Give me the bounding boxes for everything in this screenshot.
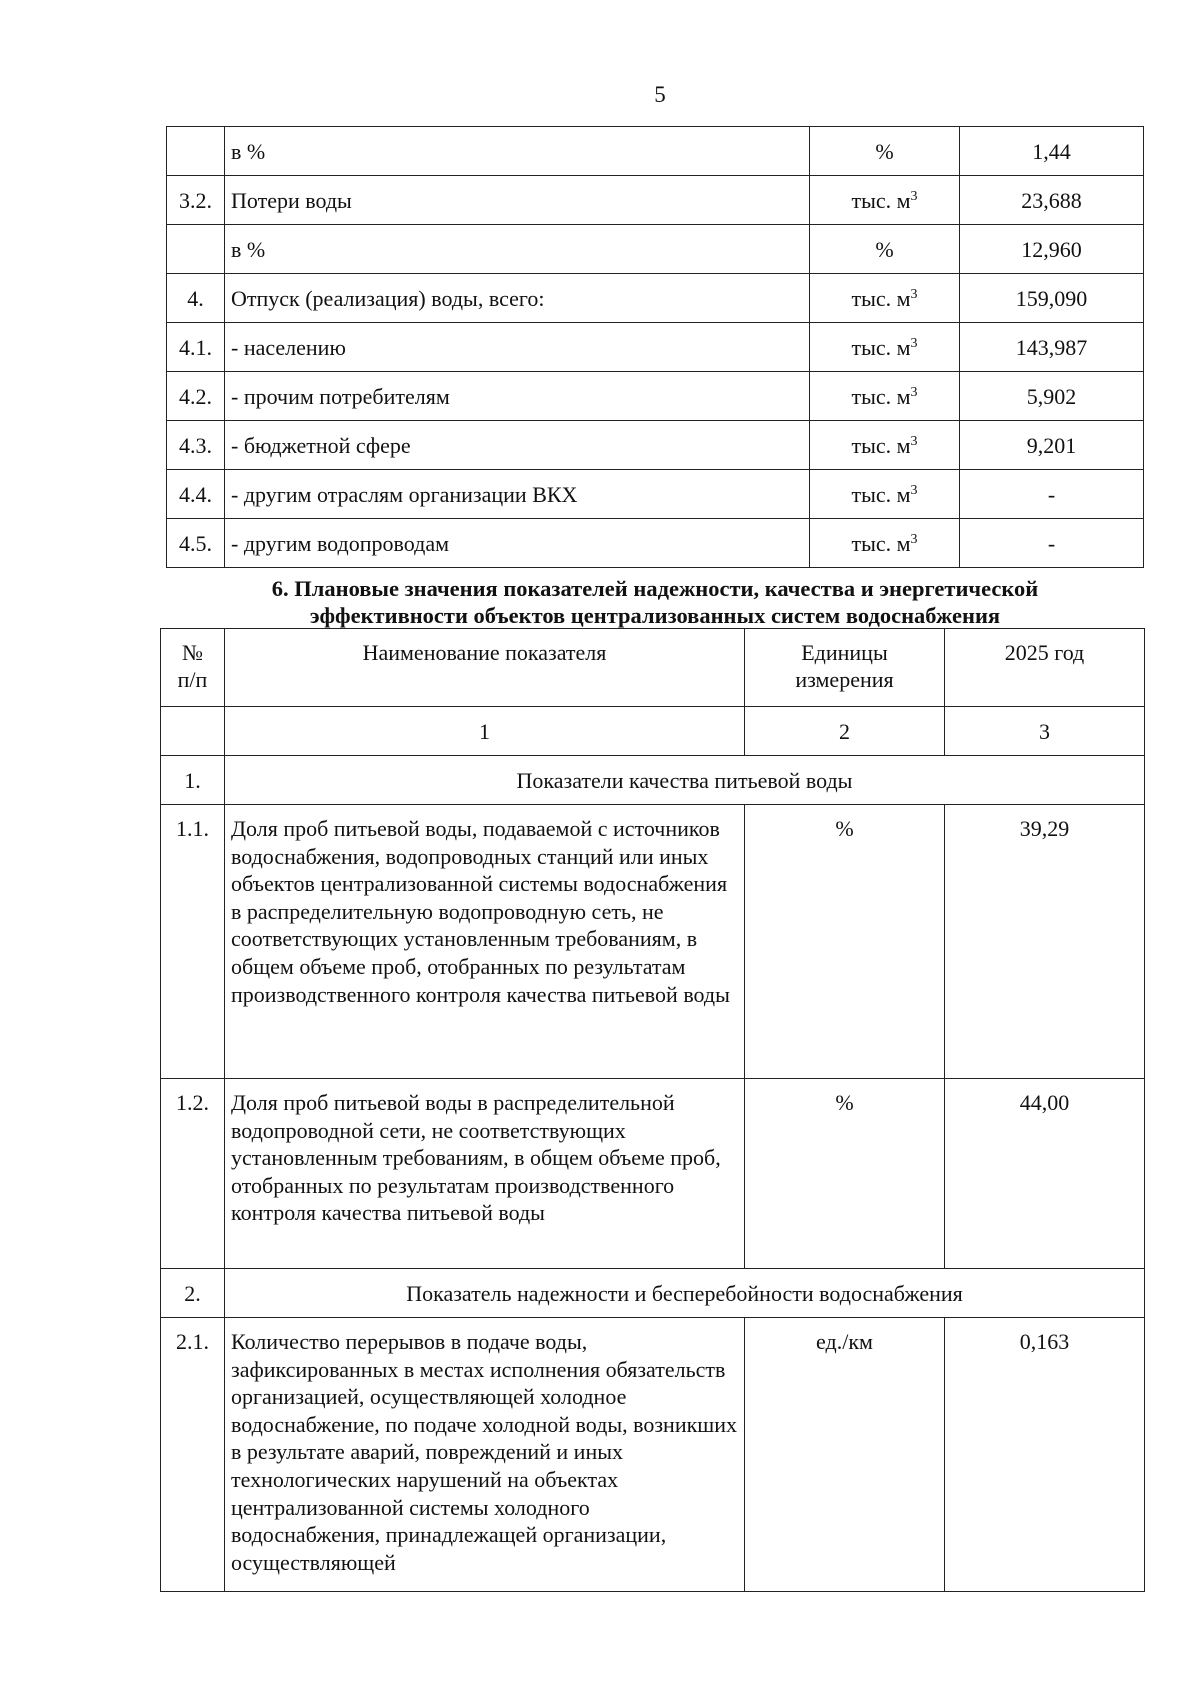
row-2-1-text: Количество перерывов в подаче воды, зафиксированных в местах исполнения обязательств организацией, осуществляющей холодное водоснабжение, по подаче холодной воды, возникших в результате аварий, повреждений и иных технологических нарушений на объектах централизованной системы холодного водоснабжения, принадлежащей организации, осуществляющей — [225, 1318, 745, 1592]
table-row-1-2 — [161, 1079, 1145, 1269]
row-unit — [810, 323, 960, 372]
row-unit-text: тыс. м — [851, 187, 911, 213]
water-balance-table — [166, 126, 1144, 568]
row-name: - другим водопроводам — [225, 519, 810, 568]
table-row-1-1 — [161, 805, 1145, 1079]
row-unit — [810, 127, 960, 176]
col-number-1: 1 — [225, 707, 745, 756]
row-unit-superscript: 3 — [910, 384, 918, 400]
row-unit-superscript: 3 — [910, 286, 918, 302]
row-unit-text: тыс. м — [851, 334, 911, 360]
page-number: 5 — [654, 82, 666, 107]
row-1-2-text: Доля проб питьевой воды в распределительной водопроводной сети, не соответствующих установленным требованиям, в общем объеме проб, отобранных по результатам производственного контроля качества питьевой воды — [225, 1079, 745, 1269]
header-unit-line2: измерения — [795, 667, 894, 692]
section-6-heading-line1: 6. Плановые значения показателей надежности, качества и энергетической — [271, 576, 1039, 601]
row-value: 5,902 — [960, 372, 1144, 421]
row-1-1-value: 39,29 — [945, 805, 1145, 1079]
header-name: Наименование показателя — [225, 629, 745, 707]
row-name: - населению — [225, 323, 810, 372]
row-unit — [810, 519, 960, 568]
header-unit-line1: Единицы — [801, 640, 888, 665]
row-unit-text: тыс. м — [851, 285, 911, 311]
row-unit — [810, 225, 960, 274]
row-num: 4.2. — [167, 372, 225, 421]
row-value: 9,201 — [960, 421, 1144, 470]
row-unit-text: % — [875, 236, 894, 262]
row-unit-text: % — [875, 138, 894, 164]
table-row — [167, 421, 1144, 470]
row-unit-superscript: 3 — [910, 433, 918, 449]
row-value: 1,44 — [960, 127, 1144, 176]
header-num-line2: п/п — [177, 667, 208, 692]
row-name: Отпуск (реализация) воды, всего: — [225, 274, 810, 323]
row-unit-superscript: 3 — [910, 531, 918, 547]
row-unit — [810, 421, 960, 470]
row-unit-text: тыс. м — [851, 432, 911, 458]
row-unit-superscript: 3 — [910, 188, 918, 204]
row-1-2-value: 44,00 — [945, 1079, 1145, 1269]
group-1-title: Показатели качества питьевой воды — [225, 756, 1145, 805]
row-num: 3.2. — [167, 176, 225, 225]
header-num — [161, 629, 225, 707]
table-row-2-1 — [161, 1318, 1145, 1592]
row-num: 4.1. — [167, 323, 225, 372]
row-value: 143,987 — [960, 323, 1144, 372]
row-unit — [810, 176, 960, 225]
row-2-1-unit: ед./км — [745, 1318, 945, 1592]
section-6-heading — [160, 575, 1150, 629]
row-1-2-unit: % — [745, 1079, 945, 1269]
row-num: 4.5. — [167, 519, 225, 568]
group-2-title: Показатель надежности и бесперебойности водоснабжения — [225, 1269, 1145, 1318]
table-row — [167, 274, 1144, 323]
row-name: в % — [225, 225, 810, 274]
row-unit — [810, 372, 960, 421]
row-1-1-text: Доля проб питьевой воды, подаваемой с источников водоснабжения, водопроводных станций или иных объектов централизованной системы водоснабжения в распределительную водопроводную сеть, не соответствующих установленным требованиям, в общем объеме проб, отобранных по результатам производственного контроля качества питьевой воды — [225, 805, 745, 1079]
col-number-2: 2 — [745, 707, 945, 756]
row-1-1-num: 1.1. — [161, 805, 225, 1079]
group-row-2 — [161, 1269, 1145, 1318]
row-2-1-num: 2.1. — [161, 1318, 225, 1592]
row-name: - прочим потребителям — [225, 372, 810, 421]
col-number-empty — [161, 707, 225, 756]
row-2-1-value: 0,163 — [945, 1318, 1145, 1592]
table-row — [167, 323, 1144, 372]
row-num: 4.4. — [167, 470, 225, 519]
row-name: - другим отраслям организации ВКХ — [225, 470, 810, 519]
row-unit-text: тыс. м — [851, 383, 911, 409]
row-unit-superscript: 3 — [910, 335, 918, 351]
row-name: в % — [225, 127, 810, 176]
row-unit-text: тыс. м — [851, 530, 911, 556]
table-header-row — [161, 629, 1145, 707]
row-unit — [810, 274, 960, 323]
col-number-3: 3 — [945, 707, 1145, 756]
row-num: 4.3. — [167, 421, 225, 470]
group-1-num: 1. — [161, 756, 225, 805]
row-value: 159,090 — [960, 274, 1144, 323]
column-numbers-row — [161, 707, 1145, 756]
row-value: - — [960, 519, 1144, 568]
section-6-heading-line2: эффективности объектов централизованных систем водоснабжения — [309, 603, 1001, 628]
row-unit — [810, 470, 960, 519]
table-row — [167, 225, 1144, 274]
row-1-2-num: 1.2. — [161, 1079, 225, 1269]
row-unit-superscript: 3 — [910, 482, 918, 498]
table-row — [167, 127, 1144, 176]
indicators-table — [160, 628, 1145, 1592]
header-year: 2025 год — [945, 629, 1145, 707]
row-name: - бюджетной сфере — [225, 421, 810, 470]
row-name: Потери воды — [225, 176, 810, 225]
table-row — [167, 470, 1144, 519]
header-unit — [745, 629, 945, 707]
row-num — [167, 225, 225, 274]
row-value: - — [960, 470, 1144, 519]
table-row — [167, 176, 1144, 225]
table-row — [167, 372, 1144, 421]
row-1-1-unit: % — [745, 805, 945, 1079]
group-row-1 — [161, 756, 1145, 805]
row-unit-text: тыс. м — [851, 481, 911, 507]
row-num — [167, 127, 225, 176]
row-value: 12,960 — [960, 225, 1144, 274]
row-value: 23,688 — [960, 176, 1144, 225]
table-row — [167, 519, 1144, 568]
group-2-num: 2. — [161, 1269, 225, 1318]
row-num: 4. — [167, 274, 225, 323]
header-num-line1: № — [182, 640, 203, 665]
